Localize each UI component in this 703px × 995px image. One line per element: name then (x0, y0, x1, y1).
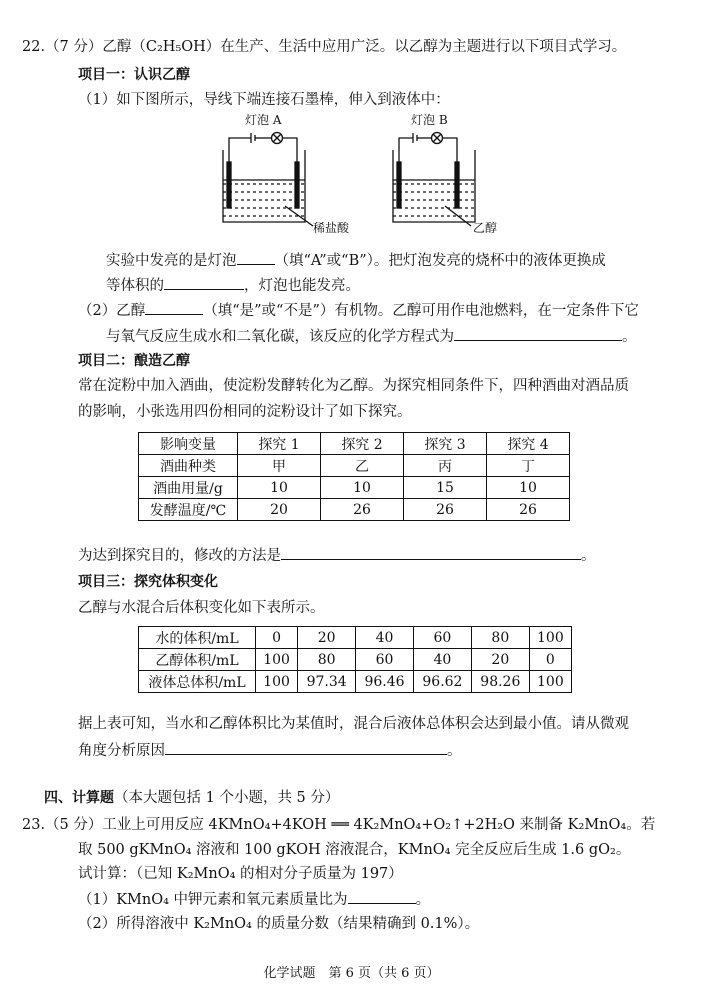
table-cell: 乙 (321, 455, 404, 477)
p1-line1-text-b: （填“A”或“B”）。把灯泡发亮的烧杯中的液体更换成 (274, 253, 606, 269)
answer-blank-reason[interactable] (165, 740, 447, 755)
p2-line1-text-b: （填“是”或“不是”）有机物。乙醇可用作电池燃料，在一定条件下它 (203, 303, 639, 319)
q23-line1: 23.（5 分）工业上可用反应 4KMnO₄+4KOH ══ 4K₂MnO₄+O₂↑+2H₂O 来制备 K₂MnO₄。若 (22, 817, 656, 833)
p1-line2 (106, 275, 360, 296)
table-cell: 0 (529, 649, 571, 671)
p3-intro: 乙醇与水混合后体积变化如下表所示。 (78, 600, 325, 616)
table-cell: 100 (256, 671, 298, 693)
table-cell: 100 (529, 627, 571, 649)
table-cell: 80 (471, 627, 529, 649)
liquid-b-label: 乙醇 (473, 221, 498, 235)
table-cell: 液体总体积/mL (139, 671, 256, 693)
p2-line2-text-b: 。 (622, 329, 637, 345)
project1-title: 项目一：认识乙醇 (78, 67, 190, 83)
table-cell: 10 (487, 477, 570, 499)
table-cell: 97.34 (298, 671, 356, 693)
answer-blank-organic[interactable] (145, 300, 203, 315)
answer-blank-equation[interactable] (454, 326, 622, 341)
table-cell: 96.62 (413, 671, 471, 693)
table-row (139, 649, 572, 671)
answer-blank-method[interactable] (281, 545, 581, 560)
table-cell: 80 (298, 649, 356, 671)
p2-line2 (106, 326, 637, 347)
p2-intro-2: 的影响，小张选用四份相同的淀粉设计了如下探究。 (78, 404, 412, 420)
table-row (139, 455, 570, 477)
q23-line2: 取 500 gKMnO₄ 溶液和 100 gKOH 溶液混合，KMnO₄ 完全反应后生成 1.6 gO₂。 (78, 842, 631, 858)
p2-question-text: 为达到探究目的，修改的方法是 (78, 548, 281, 564)
bulb-b-label: 灯泡 B (411, 113, 448, 127)
table-cell: 40 (356, 627, 414, 649)
q23-sub1-end: 。 (415, 892, 431, 908)
p2-line1 (78, 300, 639, 321)
section4-title: 四、计算题 (44, 790, 114, 806)
p3-line1: 据上表可知，当水和乙醇体积比为某值时，混合后液体总体积会达到最小值。请从微观 (78, 716, 629, 732)
table-cell: 10 (321, 477, 404, 499)
p2-question (78, 545, 596, 566)
table-cell: 水的体积/mL (139, 627, 256, 649)
q23-sub1 (78, 889, 430, 910)
page-footer: 化学试题 第 6 页（共 6 页） (263, 966, 440, 981)
table-cell: 乙醇体积/mL (139, 649, 256, 671)
p1-line1 (106, 250, 606, 271)
table-cell: 98.26 (471, 671, 529, 693)
table-cell: 0 (256, 627, 298, 649)
table-cell: 探究 3 (404, 433, 487, 455)
q23-sub2: （2）所得溶液中 K₂MnO₄ 的质量分数（结果精确到 0.1%）。 (78, 916, 480, 932)
table-cell: 丁 (487, 455, 570, 477)
q23-line3: 试计算：（已知 K₂MnO₄ 的相对分子质量为 197） (78, 866, 403, 882)
p1-line1-text-a: 实验中发亮的是灯泡 (106, 253, 237, 269)
table-cell: 20 (238, 499, 321, 521)
project2-title: 项目二：酿造乙醇 (78, 353, 190, 369)
q22-header: 22.（7 分）乙醇（C₂H₅OH）在生产、生活中应用广泛。以乙醇为主题进行以下项目式学习。 (22, 39, 627, 55)
bulb-a-label: 灯泡 A (245, 113, 282, 127)
table-cell: 100 (529, 671, 571, 693)
p3-line2-text-b: 。 (447, 743, 462, 759)
table-cell: 酒曲用量/g (139, 477, 238, 499)
p2-line1-text-a: （2）乙醇 (78, 303, 146, 319)
table-cell: 探究 4 (487, 433, 570, 455)
table-row (139, 477, 570, 499)
table-row (139, 499, 570, 521)
p2-question-end: 。 (581, 548, 596, 564)
p1-line2-text-a: 等体积的 (106, 278, 164, 294)
table-row (139, 627, 572, 649)
conductivity-diagram (215, 110, 515, 240)
table-cell: 甲 (238, 455, 321, 477)
table-cell: 影响变量 (139, 433, 238, 455)
table-row (139, 671, 572, 693)
table-volume-change (138, 626, 572, 693)
table-cell: 20 (471, 649, 529, 671)
answer-blank-bulb[interactable] (237, 250, 275, 265)
table-row (139, 433, 570, 455)
beaker-b (393, 112, 497, 235)
table-cell: 26 (321, 499, 404, 521)
section4-heading (44, 788, 339, 808)
p1-intro: （1）如下图所示，导线下端连接石墨棒，伸入到液体中： (78, 92, 450, 108)
section4-note: （本大题包括 1 个小题，共 5 分） (114, 790, 340, 806)
table-cell: 酒曲种类 (139, 455, 238, 477)
table-cell: 20 (298, 627, 356, 649)
liquid-a-label: 稀盐酸 (313, 221, 350, 235)
table-cell: 丙 (404, 455, 487, 477)
q23-sub1-text: （1）KMnO₄ 中钾元素和氧元素质量比为 (78, 892, 348, 908)
p2-intro-1: 常在淀粉中加入酒曲，使淀粉发酵转化为乙醇。为探究相同条件下，四种酒曲对酒品质 (78, 378, 629, 394)
table-cell: 探究 2 (321, 433, 404, 455)
table-koji-experiment (138, 432, 570, 521)
table-cell: 40 (413, 649, 471, 671)
table-cell: 60 (356, 649, 414, 671)
p3-line2 (78, 740, 462, 761)
table-cell: 26 (404, 499, 487, 521)
answer-blank-liquid[interactable] (164, 275, 244, 290)
table-cell: 26 (487, 499, 570, 521)
table-cell: 发酵温度/℃ (139, 499, 238, 521)
p2-line2-text-a: 与氧气反应生成水和二氧化碳，该反应的化学方程式为 (106, 329, 454, 345)
table-cell: 10 (238, 477, 321, 499)
table-cell: 100 (256, 649, 298, 671)
table-cell: 探究 1 (238, 433, 321, 455)
answer-blank-mass-ratio[interactable] (348, 889, 416, 904)
table-cell: 60 (413, 627, 471, 649)
table-cell: 96.46 (356, 671, 414, 693)
beaker-a (223, 112, 350, 235)
table-cell: 15 (404, 477, 487, 499)
p1-line2-text-b: ，灯泡也能发亮。 (244, 278, 360, 294)
project3-title: 项目三：探究体积变化 (78, 574, 218, 590)
p3-line2-text-a: 角度分析原因 (78, 743, 165, 759)
